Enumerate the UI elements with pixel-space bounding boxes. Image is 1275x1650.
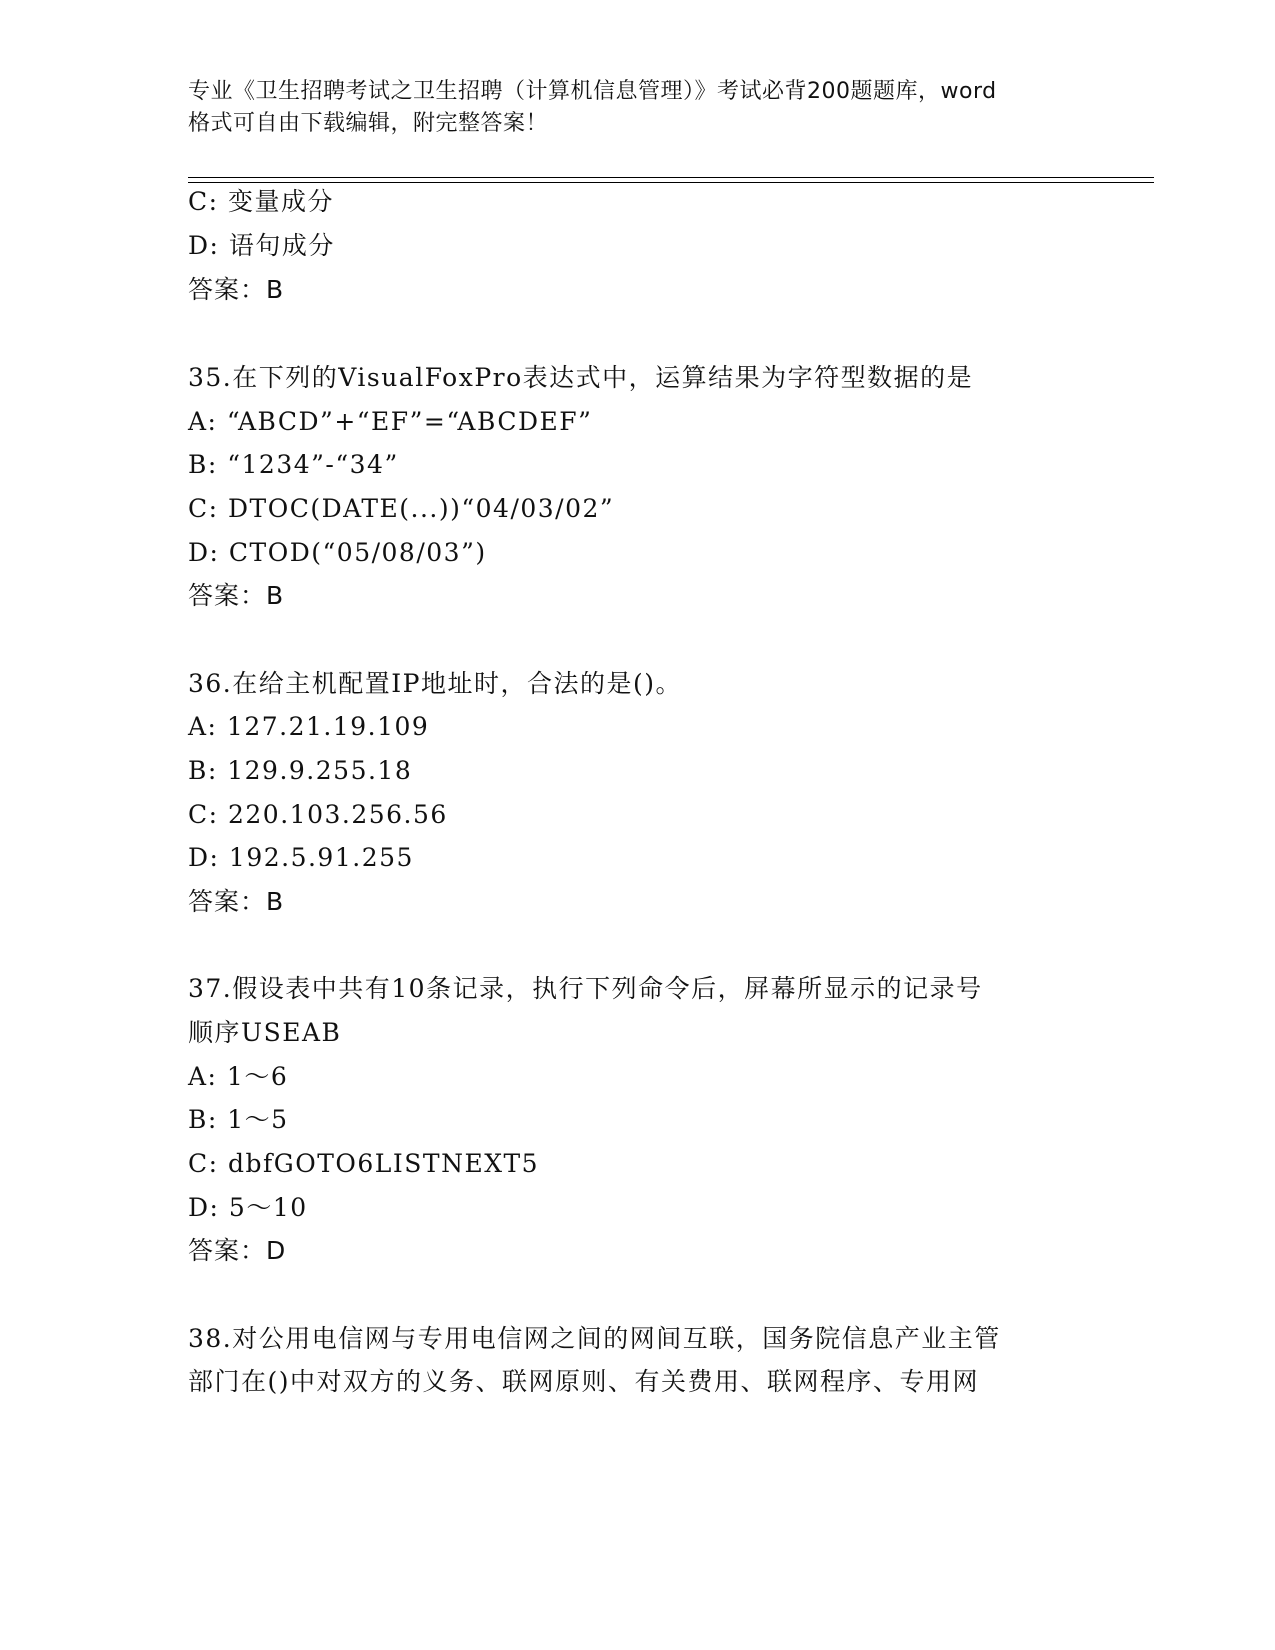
q35-option-a: A: “ABCD”+“EF”=“ABCDEF” xyxy=(188,407,593,436)
q38-stem-line-1: 38.对公用电信网与专用电信网之间的网间互联，国务院信息产业主管 xyxy=(188,1324,1001,1353)
header-title-line-1: 专业《卫生招聘考试之卫生招聘（计算机信息管理）》考试必背200题题库，word xyxy=(188,79,997,104)
q37-stem-line-1: 37.假设表中共有10条记录，执行下列命令后，屏幕所显示的记录号 xyxy=(188,974,983,1003)
q35-stem: 35.在下列的VisualFoxPro表达式中，运算结果为字符型数据的是 xyxy=(188,363,974,392)
q36-answer: 答案：B xyxy=(188,887,285,916)
q38-stem-line-2: 部门在()中对双方的义务、联网原则、有关费用、联网程序、专用网 xyxy=(188,1367,980,1396)
q37-stem-line-2: 顺序USEAB xyxy=(188,1018,342,1047)
q36-stem: 36.在给主机配置IP地址时，合法的是()。 xyxy=(188,669,682,698)
q37-option-d: D: 5～10 xyxy=(188,1193,308,1222)
q37-option-c: C: dbfGOTO6LISTNEXT5 xyxy=(188,1149,540,1178)
q35-option-c: C: DTOC(DATE(...))“04/03/02” xyxy=(188,494,615,523)
q34-option-d: D: 语句成分 xyxy=(188,231,335,260)
q37-answer: 答案：D xyxy=(188,1236,287,1265)
q35-option-b: B: “1234”-“34” xyxy=(188,450,399,479)
q36-option-d: D: 192.5.91.255 xyxy=(188,843,414,872)
q36-option-b: B: 129.9.255.18 xyxy=(188,756,413,785)
q37-option-a: A: 1～6 xyxy=(188,1062,289,1091)
q36-option-c: C: 220.103.256.56 xyxy=(188,800,448,829)
header-divider-top xyxy=(188,177,1154,178)
q34-answer: 答案：B xyxy=(188,275,285,304)
q35-option-d: D: CTOD(“05/08/03”) xyxy=(188,538,487,567)
header-title-line-2: 格式可自由下载编辑，附完整答案！ xyxy=(188,111,549,136)
document-header xyxy=(188,76,1088,140)
q37-option-b: B: 1～5 xyxy=(188,1105,289,1134)
q35-answer: 答案：B xyxy=(188,581,285,610)
q36-option-a: A: 127.21.19.109 xyxy=(188,712,430,741)
header-divider-bottom xyxy=(188,182,1154,183)
q34-option-c: C: 变量成分 xyxy=(188,187,334,216)
